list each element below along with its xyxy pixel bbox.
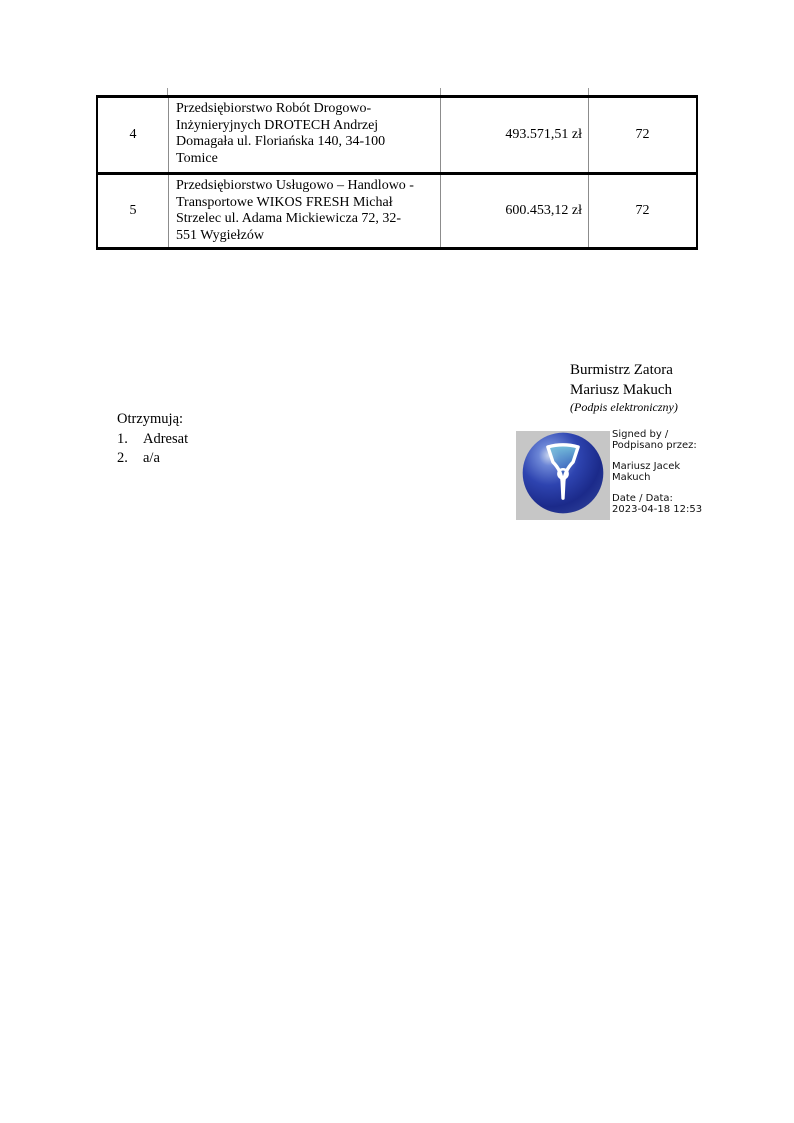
list-item-label: Adresat: [143, 430, 189, 447]
score-cell: 72: [635, 127, 650, 142]
signed-by-line2: Podpisano przez:: [612, 440, 697, 451]
contractor-name: Przedsiębiorstwo Usługowo – Handlowo - Transportowe WIKOS FRESH Michał Strzelec ul. Adama Mickiewicza 72, 32-551 Wygiełzów: [176, 178, 414, 243]
offer-price-cell: 493.571,51 zł: [441, 98, 589, 172]
signer-name-line1: Mariusz Jacek: [612, 461, 681, 472]
list-item-number: 1.: [117, 430, 128, 447]
table-row: [98, 175, 696, 247]
list-item-number: 2.: [117, 450, 128, 466]
signer-title: Burmistrz Zatora: [570, 362, 673, 378]
table-column-stub: [167, 88, 168, 95]
signature-stamp-text: [612, 429, 702, 515]
signed-by-line1: Signed by /: [612, 429, 669, 440]
signer-name-line2: Makuch: [612, 472, 651, 483]
row-number-cell: 5: [98, 175, 169, 247]
list-item-label: a/a: [143, 450, 160, 466]
signer-full-name: [612, 461, 702, 483]
table-column-stub: [440, 88, 441, 95]
contractor-name-cell: [169, 98, 441, 172]
date-label: Date / Data:: [612, 493, 673, 504]
offers-table: [96, 95, 698, 250]
pen-nib-icon: [520, 431, 606, 520]
signer-name: Mariusz Makuch: [570, 381, 673, 398]
recipients-heading: Otrzymują:: [117, 411, 184, 427]
signed-by-label: [612, 429, 702, 451]
table-row: [98, 98, 696, 175]
list-item: [117, 430, 188, 450]
recipients-list: [117, 410, 188, 469]
table-column-stub: [588, 88, 589, 95]
contractor-name-cell: [169, 175, 441, 247]
signature-stamp-image: [516, 431, 610, 520]
offer-price-cell: 600.453,12 zł: [441, 175, 589, 247]
score-cell: 72: [635, 203, 650, 218]
row-number-cell: 4: [98, 98, 169, 172]
list-item: [117, 449, 188, 469]
electronic-signature-note: (Podpis elektroniczny): [570, 400, 678, 414]
contractor-name: Przedsiębiorstwo Robót Drogowo-Inżynieryjnych DROTECH Andrzej Domagała ul. Floriańska 140, 34-100 Tomice: [176, 101, 386, 166]
signature-date: [612, 493, 702, 515]
date-value: 2023-04-18 12:53: [612, 504, 703, 515]
signature-block: [570, 361, 678, 415]
